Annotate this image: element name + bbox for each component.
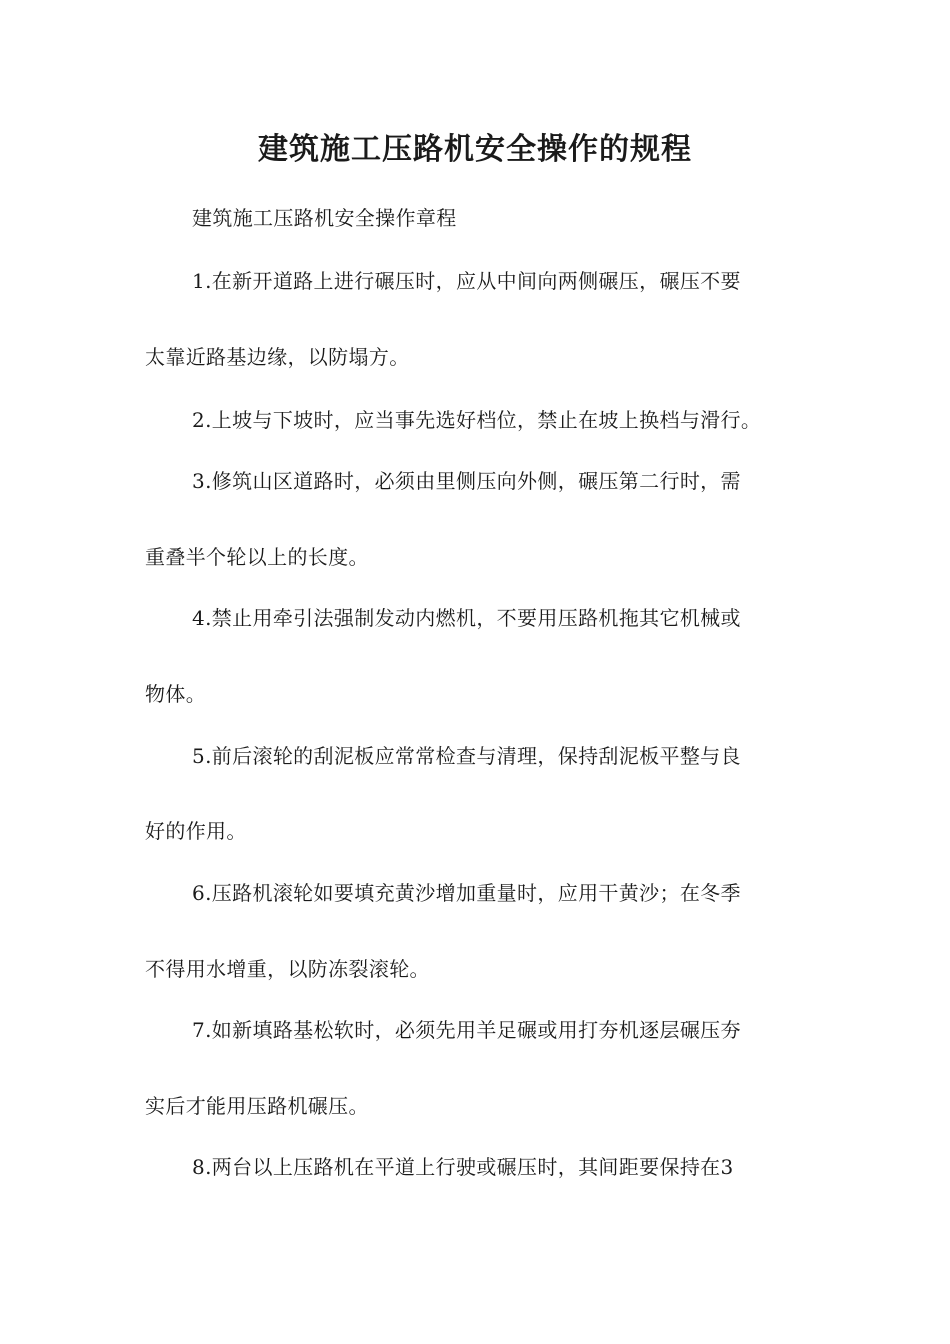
paragraph-line: 1.在新开道路上进行碾压时，应从中间向两侧碾压，碾压不要 [192, 269, 741, 293]
paragraph-line: 太靠近路基边缘，以防塌方。 [145, 345, 410, 369]
paragraph-line: 4.禁止用牵引法强制发动内燃机，不要用压路机拖其它机械或 [192, 606, 741, 630]
paragraph-line: 3.修筑山区道路时，必须由里侧压向外侧，碾压第二行时，需 [192, 469, 741, 493]
paragraph-line: 5.前后滚轮的刮泥板应常常检查与清理，保持刮泥板平整与良 [192, 744, 741, 768]
document-title: 建筑施工压路机安全操作的规程 [258, 132, 692, 167]
document-subtitle: 建筑施工压路机安全操作章程 [192, 206, 457, 230]
paragraph-line: 不得用水增重，以防冻裂滚轮。 [145, 957, 430, 981]
paragraph-line: 物体。 [145, 682, 207, 706]
paragraph-line: 2.上坡与下坡时，应当事先选好档位，禁止在坡上换档与滑行。 [192, 408, 762, 432]
paragraph-line: 6.压路机滚轮如要填充黄沙增加重量时，应用干黄沙；在冬季 [192, 881, 741, 905]
paragraph-line: 好的作用。 [145, 819, 247, 843]
paragraph-line: 重叠半个轮以上的长度。 [145, 545, 369, 569]
paragraph-line: 8.两台以上压路机在平道上行驶或碾压时，其间距要保持在3 [192, 1155, 734, 1179]
paragraph-line: 实后才能用压路机碾压。 [145, 1094, 369, 1118]
paragraph-line: 7.如新填路基松软时，必须先用羊足碾或用打夯机逐层碾压夯 [192, 1018, 741, 1042]
